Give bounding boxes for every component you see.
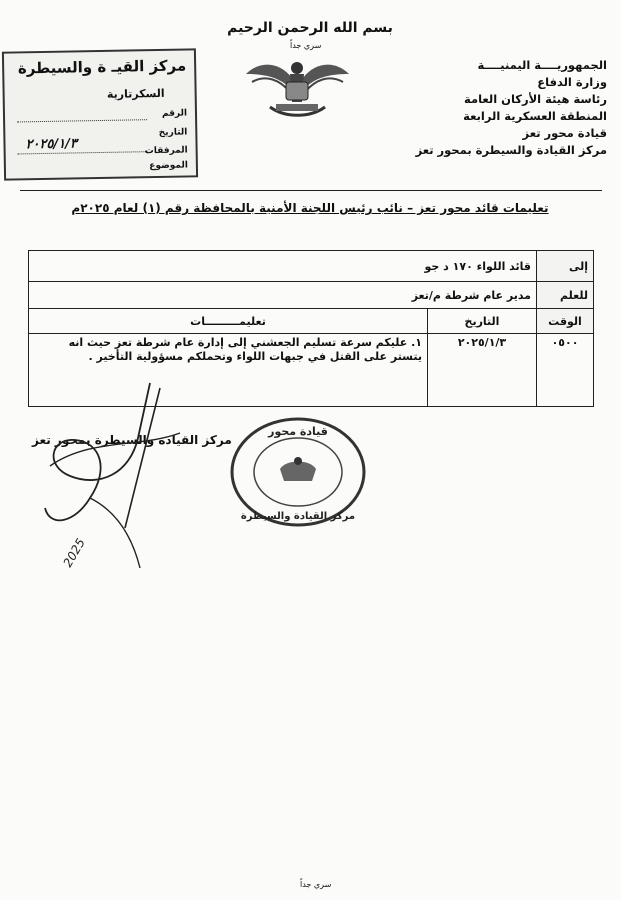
authority-line: رئاسة هيئة الأركان العامة xyxy=(464,92,607,106)
registry-stamp-subtitle: السكرتارية xyxy=(106,86,165,101)
instructions-header: تعليمـــــــــات xyxy=(29,309,428,334)
round-stamp-bottom-text: مركز القيادة والسيطرة xyxy=(240,511,356,522)
row-instruction: ١. عليكم سرعة تسليم الجعشني إلى إدارة عام شرطة تعز حيث انه يتستر على القتل في جبهات اللواء وتحملكم مسؤولية التأخير . xyxy=(29,334,428,407)
divider xyxy=(20,190,602,191)
authority-line: قيادة محور تعز xyxy=(522,126,607,140)
row-time: ٠٥٠٠ xyxy=(537,334,594,407)
round-stamp-top-text: قيادة محور xyxy=(268,425,328,438)
stamp-number-line xyxy=(17,119,147,122)
basmala: بسم الله الرحمن الرحيم xyxy=(227,20,393,36)
signature-year: 2025 xyxy=(60,536,88,570)
authority-line: المنطقة العسكرية الرابعة xyxy=(463,109,607,123)
authority-line: مركز القيادة والسيطرة بمحور تعز xyxy=(415,143,607,157)
time-header: الوقت xyxy=(537,309,594,334)
table-row xyxy=(29,309,594,334)
date-header: التاريخ xyxy=(428,309,537,334)
stamp-date-label: التاريخ xyxy=(158,127,188,138)
stamp-attachments-label: المرفقات xyxy=(144,145,188,157)
row-date: ٢٠٢٥/١/٣ xyxy=(428,334,537,407)
classification-top: سري جداً xyxy=(290,41,322,50)
signatory-label: مركز القيادة والسيطرة بمحور تعز xyxy=(32,433,232,447)
to-value: قائد اللواء ١٧٠ د جو xyxy=(29,251,537,282)
table-row xyxy=(29,282,594,309)
authority-line: وزارة الدفاع xyxy=(537,75,607,89)
classification-bottom: سري جداً xyxy=(300,880,332,889)
stamp-date-value: ٢٠٢٥/١/٣ xyxy=(25,136,78,153)
to-label: إلى xyxy=(537,251,594,282)
issuing-authority xyxy=(377,57,607,159)
registry-stamp-title: مركز القيـ ة والسيطرة xyxy=(17,56,187,78)
handwritten-signature xyxy=(30,378,200,578)
table-row xyxy=(29,251,594,282)
cc-value: مدير عام شرطة م/تعز xyxy=(29,282,537,309)
document-title: تعليمات قائد محور تعز – نائب رئيس اللجنة الأمنية بالمحافظة رقم (١) لعام ٢٠٢٥م xyxy=(71,201,549,215)
stamp-subject-label: الموضوع xyxy=(149,160,188,172)
round-seal-stamp xyxy=(228,415,368,530)
eagle-emblem-icon xyxy=(240,52,355,122)
authority-line: الجمهوريــــة اليمنيــــة xyxy=(477,58,607,72)
registry-stamp xyxy=(2,48,198,180)
stamp-number-label: الرقم xyxy=(161,108,188,119)
cc-label: للعلم xyxy=(537,282,594,309)
